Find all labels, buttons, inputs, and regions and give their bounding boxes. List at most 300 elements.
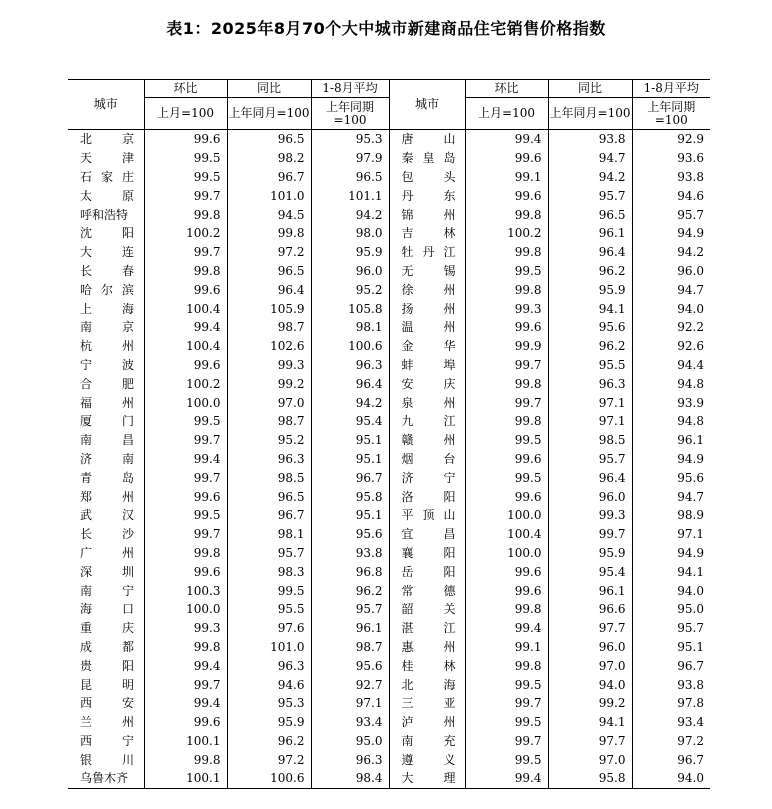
- mom-value: 99.7: [144, 186, 227, 205]
- city-cell: [389, 168, 465, 187]
- table-row: [68, 280, 710, 299]
- mom-value: 99.8: [465, 205, 548, 224]
- avg-value: 94.8: [632, 412, 710, 431]
- city-name: 贵 阳: [80, 658, 134, 673]
- yoy-value: 96.7: [227, 168, 311, 187]
- city-cell: [68, 619, 144, 638]
- avg-value: 94.6: [632, 186, 710, 205]
- header-yoy-base-right: 上年同月=100: [548, 98, 632, 130]
- yoy-value: 99.2: [227, 374, 311, 393]
- city-name: 无 锡: [401, 263, 456, 278]
- city-name: 岳 阳: [401, 564, 456, 579]
- yoy-value: 93.8: [548, 130, 632, 149]
- table-row: [68, 562, 710, 581]
- table-row: [68, 412, 710, 431]
- yoy-value: 96.2: [548, 337, 632, 356]
- mom-value: 99.6: [144, 562, 227, 581]
- yoy-value: 94.1: [548, 713, 632, 732]
- table-row: [68, 600, 710, 619]
- mom-value: 99.1: [465, 168, 548, 187]
- city-cell: [68, 393, 144, 412]
- avg-value: 97.8: [632, 694, 710, 713]
- mom-value: 100.1: [144, 732, 227, 751]
- city-name: 石 家 庄: [80, 169, 134, 184]
- avg-value: 96.1: [311, 619, 389, 638]
- table-row: [68, 525, 710, 544]
- avg-value: 94.1: [632, 562, 710, 581]
- mom-value: 99.5: [465, 468, 548, 487]
- mom-value: 99.6: [465, 450, 548, 469]
- city-cell: [68, 713, 144, 732]
- avg-value: 95.6: [311, 525, 389, 544]
- table-row: [68, 186, 710, 205]
- table-row: [68, 393, 710, 412]
- yoy-value: 95.9: [548, 280, 632, 299]
- city-name: 合 肥: [80, 376, 134, 391]
- city-cell: [389, 638, 465, 657]
- avg-value: 96.4: [311, 374, 389, 393]
- header-city-right: 城市: [389, 80, 465, 130]
- avg-value: 95.0: [311, 732, 389, 751]
- mom-value: 99.8: [144, 262, 227, 281]
- avg-value: 96.8: [311, 562, 389, 581]
- yoy-value: 99.7: [548, 525, 632, 544]
- city-cell: [68, 581, 144, 600]
- table-row: [68, 224, 710, 243]
- city-cell: [68, 656, 144, 675]
- city-cell: [389, 224, 465, 243]
- avg-value: 96.5: [311, 168, 389, 187]
- yoy-value: 96.6: [548, 600, 632, 619]
- city-cell: [389, 562, 465, 581]
- city-name: 深 圳: [80, 564, 134, 579]
- mom-value: 99.9: [465, 337, 548, 356]
- table-row: [68, 168, 710, 187]
- city-name: 海 口: [80, 602, 134, 617]
- avg-value: 92.7: [311, 675, 389, 694]
- yoy-value: 97.6: [227, 619, 311, 638]
- avg-value: 94.0: [632, 299, 710, 318]
- table-row: [68, 356, 710, 375]
- city-name: 长 春: [80, 263, 134, 278]
- city-cell: [389, 619, 465, 638]
- mom-value: 99.7: [144, 431, 227, 450]
- city-name: 北 海: [401, 677, 456, 692]
- mom-value: 99.5: [465, 750, 548, 769]
- yoy-value: 95.9: [548, 544, 632, 563]
- yoy-value: 95.4: [548, 562, 632, 581]
- avg-value: 101.1: [311, 186, 389, 205]
- table-row: [68, 750, 710, 769]
- city-name: 韶 关: [401, 602, 456, 617]
- avg-value: 93.8: [632, 675, 710, 694]
- mom-value: 100.0: [144, 393, 227, 412]
- price-index-table: [68, 79, 710, 789]
- table-row: [68, 205, 710, 224]
- table-row: [68, 656, 710, 675]
- city-name: 唐 山: [401, 132, 456, 147]
- yoy-value: 94.2: [548, 168, 632, 187]
- yoy-value: 99.3: [227, 356, 311, 375]
- table-row: [68, 337, 710, 356]
- city-name: 温 州: [401, 320, 456, 335]
- city-cell: [389, 299, 465, 318]
- yoy-value: 96.3: [227, 656, 311, 675]
- city-cell: [389, 318, 465, 337]
- city-name: 泸 州: [401, 715, 456, 730]
- city-name: 兰 州: [80, 715, 134, 730]
- city-cell: [68, 525, 144, 544]
- city-cell: [389, 262, 465, 281]
- city-cell: [389, 544, 465, 563]
- mom-value: 99.7: [144, 525, 227, 544]
- avg-value: 95.7: [632, 205, 710, 224]
- yoy-value: 95.6: [548, 318, 632, 337]
- header-avg-left: 1-8月平均: [311, 80, 389, 98]
- mom-value: 99.3: [465, 299, 548, 318]
- mom-value: 99.7: [465, 393, 548, 412]
- mom-value: 99.5: [144, 168, 227, 187]
- avg-value: 94.9: [632, 544, 710, 563]
- city-cell: [68, 694, 144, 713]
- city-name: 济 南: [80, 451, 134, 466]
- yoy-value: 99.8: [227, 224, 311, 243]
- city-cell: [68, 412, 144, 431]
- city-name: 杭 州: [80, 339, 134, 354]
- city-cell: [68, 468, 144, 487]
- yoy-value: 99.3: [548, 506, 632, 525]
- mom-value: 99.6: [144, 130, 227, 149]
- city-cell: [389, 732, 465, 751]
- table-row: [68, 506, 710, 525]
- avg-value: 98.7: [311, 638, 389, 657]
- mom-value: 99.8: [465, 280, 548, 299]
- table-row: [68, 374, 710, 393]
- avg-value: 95.4: [311, 412, 389, 431]
- yoy-value: 97.2: [227, 243, 311, 262]
- city-name: 扬 州: [401, 301, 456, 316]
- city-cell: [389, 694, 465, 713]
- city-cell: [68, 318, 144, 337]
- city-name: 牡 丹 江: [401, 245, 456, 260]
- city-cell: [68, 562, 144, 581]
- avg-value: 94.9: [632, 224, 710, 243]
- avg-value: 96.7: [632, 656, 710, 675]
- mom-value: 99.4: [465, 619, 548, 638]
- table-row: [68, 769, 710, 788]
- yoy-value: 99.2: [548, 694, 632, 713]
- avg-value: 94.9: [632, 450, 710, 469]
- yoy-value: 99.5: [227, 581, 311, 600]
- city-name: 青 岛: [80, 470, 134, 485]
- mom-value: 100.0: [144, 600, 227, 619]
- city-cell: [68, 149, 144, 168]
- yoy-value: 96.5: [227, 262, 311, 281]
- city-name: 太 原: [80, 188, 134, 203]
- city-cell: [68, 506, 144, 525]
- mom-value: 99.6: [144, 280, 227, 299]
- city-name: 乌 鲁 木 齐: [80, 771, 129, 786]
- header-city-left: 城市: [68, 80, 144, 130]
- yoy-value: 95.5: [548, 356, 632, 375]
- yoy-value: 96.5: [227, 487, 311, 506]
- yoy-value: 96.2: [548, 262, 632, 281]
- city-name: 昆 明: [80, 677, 134, 692]
- table-row: [68, 262, 710, 281]
- city-cell: [389, 506, 465, 525]
- table-row: [68, 638, 710, 657]
- mom-value: 99.4: [144, 656, 227, 675]
- city-cell: [68, 638, 144, 657]
- city-cell: [389, 487, 465, 506]
- yoy-value: 101.0: [227, 186, 311, 205]
- avg-value: 96.0: [632, 262, 710, 281]
- avg-value: 93.9: [632, 393, 710, 412]
- mom-value: 99.7: [144, 468, 227, 487]
- yoy-value: 98.3: [227, 562, 311, 581]
- mom-value: 99.7: [465, 356, 548, 375]
- city-name: 武 汉: [80, 508, 134, 523]
- city-name: 常 德: [401, 583, 456, 598]
- avg-value: 95.1: [311, 506, 389, 525]
- city-cell: [68, 544, 144, 563]
- table-row: [68, 468, 710, 487]
- yoy-value: 96.1: [548, 224, 632, 243]
- avg-value: 95.0: [632, 600, 710, 619]
- city-cell: [68, 675, 144, 694]
- mom-value: 99.6: [465, 487, 548, 506]
- yoy-value: 96.4: [548, 243, 632, 262]
- yoy-value: 94.5: [227, 205, 311, 224]
- header-yoy-left: 同比: [227, 80, 311, 98]
- avg-value: 98.4: [311, 769, 389, 788]
- table-row: [68, 713, 710, 732]
- city-name: 锦 州: [401, 207, 456, 222]
- city-cell: [389, 600, 465, 619]
- mom-value: 100.2: [144, 224, 227, 243]
- city-name: 重 庆: [80, 621, 134, 636]
- mom-value: 99.3: [144, 619, 227, 638]
- yoy-value: 97.2: [227, 750, 311, 769]
- city-cell: [68, 168, 144, 187]
- yoy-value: 98.1: [227, 525, 311, 544]
- yoy-value: 97.7: [548, 732, 632, 751]
- avg-value: 93.8: [311, 544, 389, 563]
- city-name: 金 华: [401, 339, 456, 354]
- city-name: 南 宁: [80, 583, 134, 598]
- city-name: 三 亚: [401, 696, 456, 711]
- city-name: 惠 州: [401, 639, 456, 654]
- avg-value: 95.1: [311, 450, 389, 469]
- city-cell: [389, 525, 465, 544]
- city-name: 西 宁: [80, 733, 134, 748]
- city-cell: [68, 431, 144, 450]
- mom-value: 99.8: [144, 205, 227, 224]
- yoy-value: 97.0: [548, 656, 632, 675]
- city-cell: [68, 769, 144, 788]
- table-row: [68, 431, 710, 450]
- city-cell: [68, 487, 144, 506]
- yoy-value: 95.2: [227, 431, 311, 450]
- yoy-value: 105.9: [227, 299, 311, 318]
- mom-value: 99.8: [144, 544, 227, 563]
- city-cell: [68, 337, 144, 356]
- city-cell: [68, 262, 144, 281]
- table-row: [68, 318, 710, 337]
- city-name: 烟 台: [401, 451, 456, 466]
- yoy-value: 102.6: [227, 337, 311, 356]
- city-cell: [68, 280, 144, 299]
- avg-value: 92.6: [632, 337, 710, 356]
- avg-value: 93.6: [632, 149, 710, 168]
- mom-value: 100.0: [465, 544, 548, 563]
- avg-value: 96.7: [632, 750, 710, 769]
- city-name: 上 海: [80, 301, 134, 316]
- yoy-value: 98.2: [227, 149, 311, 168]
- city-name: 西 安: [80, 696, 134, 711]
- yoy-value: 96.0: [548, 487, 632, 506]
- yoy-value: 94.0: [548, 675, 632, 694]
- yoy-value: 96.2: [227, 732, 311, 751]
- table-row: [68, 732, 710, 751]
- city-name: 南 充: [401, 733, 456, 748]
- header-avg-base-left: 上年同期=100: [311, 98, 389, 130]
- city-cell: [389, 186, 465, 205]
- yoy-value: 96.0: [548, 638, 632, 657]
- city-cell: [68, 186, 144, 205]
- avg-value: 98.0: [311, 224, 389, 243]
- avg-value: 96.1: [632, 431, 710, 450]
- table-row: [68, 619, 710, 638]
- city-cell: [389, 412, 465, 431]
- yoy-value: 95.5: [227, 600, 311, 619]
- mom-value: 99.7: [465, 694, 548, 713]
- city-name: 南 京: [80, 320, 134, 335]
- city-name: 济 宁: [401, 470, 456, 485]
- avg-value: 94.0: [632, 581, 710, 600]
- avg-value: 96.7: [311, 468, 389, 487]
- yoy-value: 96.5: [548, 205, 632, 224]
- avg-value: 95.8: [311, 487, 389, 506]
- city-name: 银 川: [80, 752, 134, 767]
- avg-value: 94.2: [632, 243, 710, 262]
- city-name: 沈 阳: [80, 226, 134, 241]
- header-mom-base-left: 上月=100: [144, 98, 227, 130]
- avg-value: 95.3: [311, 130, 389, 149]
- mom-value: 99.4: [144, 450, 227, 469]
- mom-value: 99.5: [144, 506, 227, 525]
- mom-value: 99.7: [144, 243, 227, 262]
- mom-value: 100.4: [144, 299, 227, 318]
- mom-value: 99.5: [465, 431, 548, 450]
- city-name: 广 州: [80, 545, 134, 560]
- avg-value: 96.3: [311, 750, 389, 769]
- city-name: 桂 林: [401, 658, 456, 673]
- city-name: 厦 门: [80, 414, 134, 429]
- mom-value: 99.8: [144, 638, 227, 657]
- city-cell: [389, 149, 465, 168]
- city-name: 吉 林: [401, 226, 456, 241]
- mom-value: 100.2: [465, 224, 548, 243]
- mom-value: 99.6: [465, 149, 548, 168]
- table-body: [68, 130, 710, 789]
- avg-value: 97.1: [311, 694, 389, 713]
- yoy-value: 95.7: [548, 450, 632, 469]
- header-mom-left: 环比: [144, 80, 227, 98]
- avg-value: 95.7: [632, 619, 710, 638]
- header-mom-right: 环比: [465, 80, 548, 98]
- avg-value: 98.9: [632, 506, 710, 525]
- avg-value: 93.8: [632, 168, 710, 187]
- yoy-value: 96.4: [548, 468, 632, 487]
- yoy-value: 95.9: [227, 713, 311, 732]
- city-name: 大 连: [80, 245, 134, 260]
- city-name: 包 头: [401, 169, 456, 184]
- city-name: 湛 江: [401, 621, 456, 636]
- yoy-value: 101.0: [227, 638, 311, 657]
- city-name: 北 京: [80, 132, 134, 147]
- yoy-value: 95.8: [548, 769, 632, 788]
- avg-value: 96.3: [311, 356, 389, 375]
- header-yoy-right: 同比: [548, 80, 632, 98]
- city-cell: [68, 732, 144, 751]
- mom-value: 100.1: [144, 769, 227, 788]
- yoy-value: 96.4: [227, 280, 311, 299]
- city-name: 九 江: [401, 414, 456, 429]
- yoy-value: 98.7: [227, 318, 311, 337]
- avg-value: 95.1: [632, 638, 710, 657]
- mom-value: 99.8: [465, 656, 548, 675]
- mom-value: 99.4: [465, 130, 548, 149]
- mom-value: 99.4: [144, 318, 227, 337]
- city-name: 南 昌: [80, 433, 134, 448]
- city-cell: [68, 243, 144, 262]
- city-name: 大 理: [401, 771, 456, 786]
- mom-value: 99.5: [144, 149, 227, 168]
- city-cell: [389, 337, 465, 356]
- yoy-value: 97.0: [548, 750, 632, 769]
- table-row: [68, 675, 710, 694]
- city-cell: [389, 675, 465, 694]
- mom-value: 99.6: [465, 318, 548, 337]
- city-cell: [389, 581, 465, 600]
- city-cell: [389, 450, 465, 469]
- mom-value: 99.6: [144, 713, 227, 732]
- city-cell: [389, 431, 465, 450]
- city-cell: [68, 356, 144, 375]
- avg-value: 92.2: [632, 318, 710, 337]
- avg-value: 94.2: [311, 393, 389, 412]
- avg-value: 95.9: [311, 243, 389, 262]
- city-name: 丹 东: [401, 188, 456, 203]
- avg-value: 96.2: [311, 581, 389, 600]
- table-row: [68, 581, 710, 600]
- city-name: 赣 州: [401, 433, 456, 448]
- city-cell: [389, 750, 465, 769]
- table-row: [68, 299, 710, 318]
- yoy-value: 96.1: [548, 581, 632, 600]
- mom-value: 99.6: [144, 356, 227, 375]
- mom-value: 100.4: [465, 525, 548, 544]
- city-name: 泉 州: [401, 395, 456, 410]
- city-cell: [68, 299, 144, 318]
- header-yoy-base-left: 上年同月=100: [227, 98, 311, 130]
- city-name: 秦 皇 岛: [401, 151, 456, 166]
- table-row: [68, 544, 710, 563]
- city-cell: [389, 243, 465, 262]
- mom-value: 99.6: [144, 487, 227, 506]
- avg-value: 95.2: [311, 280, 389, 299]
